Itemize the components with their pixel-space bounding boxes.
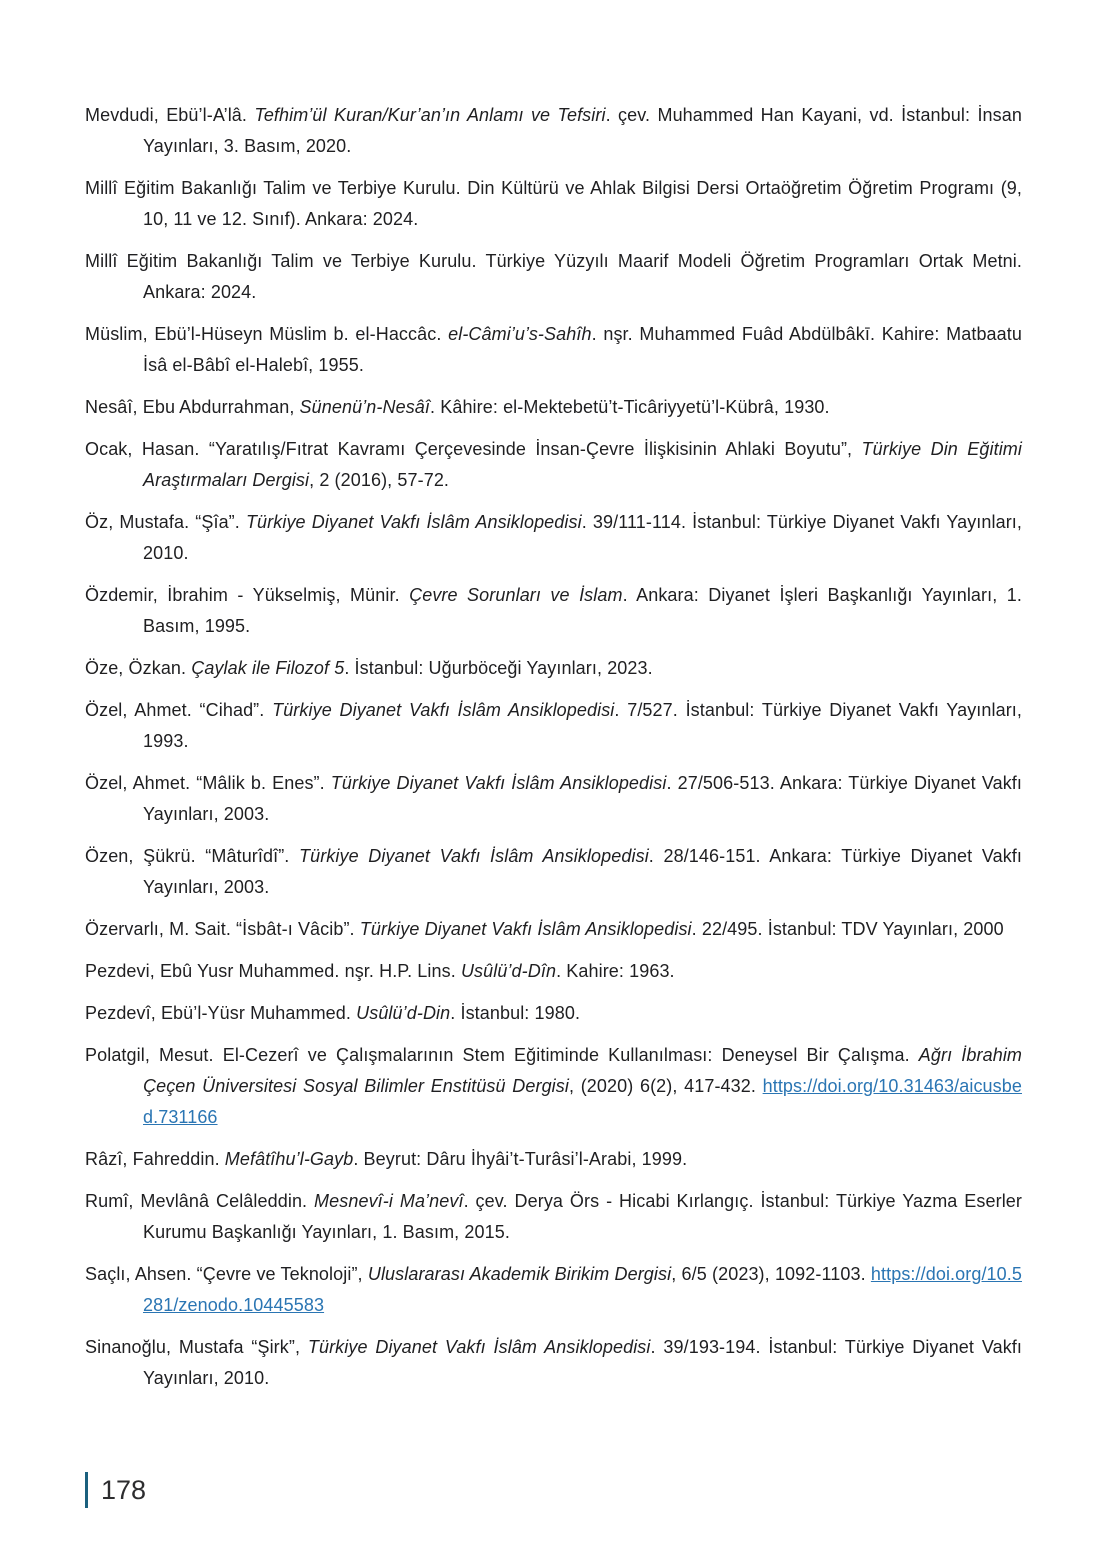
reference-text: . 27/506-513. Ankara: Türkiye Diyanet Vakfı Yayınları, 2003.: [143, 773, 1023, 824]
page-footer: [85, 1472, 146, 1508]
reference-text: . çev. Muhammed Han Kayani, vd. İstanbul: İnsan Yayınları, 3. Basım, 2020.: [143, 105, 1022, 156]
reference-title: Türkiye Diyanet Vakfı İslâm Ansiklopedisi: [299, 846, 649, 866]
reference-text: , (2020) 6(2), 417-432.: [568, 1076, 763, 1096]
reference-title: Türkiye Din Eğitimi Araştırmaları Dergisi: [143, 439, 1022, 490]
reference-text: Sinanoğlu, Mustafa “Şirk”,: [85, 1337, 308, 1357]
reference-title: Çevre Sorunları ve İslam: [409, 585, 623, 605]
reference-text: . 28/146-151. Ankara: Türkiye Diyanet Vakfı Yayınları, 2003.: [143, 846, 1023, 897]
reference-text: , 2 (2016), 57-72.: [309, 470, 450, 490]
reference-text: . çev. Derya Örs - Hicabi Kırlangıç. İstanbul: Türkiye Yazma Eserler Kurumu Başkanlığı Yayınları, 1. Basım, 2015.: [143, 1191, 1022, 1242]
reference-entry: [85, 319, 1022, 381]
reference-text: Özen, Şükrü. “Mâturîdî”.: [85, 846, 299, 866]
reference-text: Özel, Ahmet. “Mâlik b. Enes”.: [85, 773, 331, 793]
reference-entry: [85, 768, 1022, 830]
reference-entry: [85, 173, 1022, 235]
reference-text: Saçlı, Ahsen. “Çevre ve Teknoloji”,: [85, 1264, 368, 1284]
reference-text: Özdemir, İbrahim - Yükselmiş, Münir.: [85, 585, 410, 605]
reference-text: . 39/111-114. İstanbul: Türkiye Diyanet Vakfı Yayınları, 2010.: [143, 512, 1023, 563]
reference-text: . 7/527. İstanbul: Türkiye Diyanet Vakfı Yayınları, 1993.: [143, 700, 1023, 751]
page-number: 178: [101, 1475, 147, 1505]
reference-text: Millî Eğitim Bakanlığı Talim ve Terbiye Kurulu. Din Kültürü ve Ahlak Bilgisi Dersi Ortaöğretim Öğretim Programı (9, 10, 11 ve 12. Sınıf). Ankara: 2024.: [85, 178, 1022, 229]
reference-text: Öz, Mustafa. “Şîa”.: [85, 512, 246, 532]
reference-text: . 22/495. İstanbul: TDV Yayınları, 2000: [691, 919, 1004, 939]
reference-entry: [85, 998, 1022, 1029]
reference-text: . Ankara: Diyanet İşleri Başkanlığı Yayınları, 1. Basım, 1995.: [143, 585, 1022, 636]
reference-entry: [85, 1144, 1022, 1175]
reference-title: el-Câmi’u’s-Sahîh: [448, 324, 592, 344]
reference-entry: [85, 507, 1022, 569]
reference-title: Türkiye Diyanet Vakfı İslâm Ansiklopedisi: [272, 700, 615, 720]
reference-text: Özervarlı, M. Sait. “İsbât-ı Vâcib”.: [85, 919, 360, 939]
reference-entry: [85, 914, 1022, 945]
reference-text: Müslim, Ebü’l-Hüseyn Müslim b. el-Haccâc.: [85, 324, 449, 344]
references-list: [85, 100, 1022, 1405]
reference-entry: [85, 1040, 1022, 1133]
reference-text: Rumî, Mevlânâ Celâleddin.: [85, 1191, 315, 1211]
reference-text: Pezdevî, Ebü’l-Yüsr Muhammed.: [85, 1003, 357, 1023]
reference-entry: [85, 695, 1022, 757]
reference-title: Türkiye Diyanet Vakfı İslâm Ansiklopedisi: [245, 512, 582, 532]
reference-text: . 39/193-194. İstanbul: Türkiye Diyanet Vakfı Yayınları, 2010.: [143, 1337, 1022, 1388]
reference-text: Pezdevi, Ebû Yusr Muhammed. nşr. H.P. Lins.: [85, 961, 461, 981]
reference-title: Tefhim’ül Kuran/Kur’an’ın Anlamı ve Tefsiri: [254, 105, 606, 125]
page-number-bar: [85, 1472, 88, 1508]
reference-title: Sünenü’n-Nesâî: [299, 397, 431, 417]
reference-entry: [85, 841, 1022, 903]
doi-link[interactable]: https://doi.org/10.5281/zenodo.10445583: [143, 1264, 1022, 1315]
reference-text: Mevdudi, Ebü’l-A’lâ.: [85, 105, 255, 125]
reference-text: Ocak, Hasan. “Yaratılış/Fıtrat Kavramı Çerçevesinde İnsan-Çevre İlişkisinin Ahlaki Boyutu”,: [85, 439, 862, 459]
reference-text: Özel, Ahmet. “Cihad”.: [85, 700, 273, 720]
reference-text: . İstanbul: 1980.: [450, 1003, 581, 1023]
reference-title: Türkiye Diyanet Vakfı İslâm Ansiklopedisi: [330, 773, 667, 793]
reference-text: . İstanbul: Uğurböceği Yayınları, 2023.: [344, 658, 653, 678]
reference-entry: [85, 1332, 1022, 1394]
reference-title: Ağrı İbrahim Çeçen Üniversitesi Sosyal Bilimler Enstitüsü Dergisi: [143, 1045, 1023, 1096]
reference-text: Öze, Özkan.: [85, 658, 192, 678]
reference-title: Usûlü’d-Din: [356, 1003, 451, 1023]
reference-title: Türkiye Diyanet Vakfı İslâm Ansiklopedisi: [307, 1337, 651, 1357]
reference-entry: [85, 1186, 1022, 1248]
reference-text: . Kâhire: el-Mektebetü’t-Ticâriyyetü’l-Kübrâ, 1930.: [430, 397, 830, 417]
doi-link[interactable]: https://doi.org/10.31463/aicusbed.731166: [143, 1076, 1022, 1127]
reference-entry: [85, 1259, 1022, 1321]
reference-title: Usûlü’d-Dîn: [460, 961, 557, 981]
reference-title: Uluslararası Akademik Birikim Dergisi: [367, 1264, 672, 1284]
reference-text: . nşr. Muhammed Fuâd Abdülbâkī. Kahire: Matbaatu İsâ el-Bâbî el-Halebî, 1955.: [143, 324, 1022, 375]
reference-text: Nesâî, Ebu Abdurrahman,: [85, 397, 300, 417]
reference-text: , 6/5 (2023), 1092-1103.: [671, 1264, 871, 1284]
reference-entry: [85, 580, 1022, 642]
reference-title: Mefâtîhu’l-Gayb: [224, 1149, 354, 1169]
reference-text: Millî Eğitim Bakanlığı Talim ve Terbiye Kurulu. Türkiye Yüzyılı Maarif Modeli Öğretim Programları Ortak Metni. Ankara: 2024.: [85, 251, 1022, 302]
reference-title: Çaylak ile Filozof 5: [191, 658, 345, 678]
reference-entry: [85, 434, 1022, 496]
reference-entry: [85, 100, 1022, 162]
reference-text: . Kahire: 1963.: [556, 961, 675, 981]
reference-text: . Beyrut: Dâru İhyâi’t-Turâsi’l-Arabi, 1999.: [353, 1149, 688, 1169]
reference-entry: [85, 956, 1022, 987]
reference-title: Türkiye Diyanet Vakfı İslâm Ansiklopedisi: [359, 919, 692, 939]
reference-entry: [85, 246, 1022, 308]
reference-entry: [85, 392, 1022, 423]
reference-text: Polatgil, Mesut. El-Cezerî ve Çalışmalarının Stem Eğitiminde Kullanılması: Deneysel Bir Çalışma.: [85, 1045, 919, 1065]
reference-entry: [85, 653, 1022, 684]
reference-title: Mesnevî-i Ma’nevî: [314, 1191, 464, 1211]
reference-text: Râzî, Fahreddin.: [85, 1149, 225, 1169]
